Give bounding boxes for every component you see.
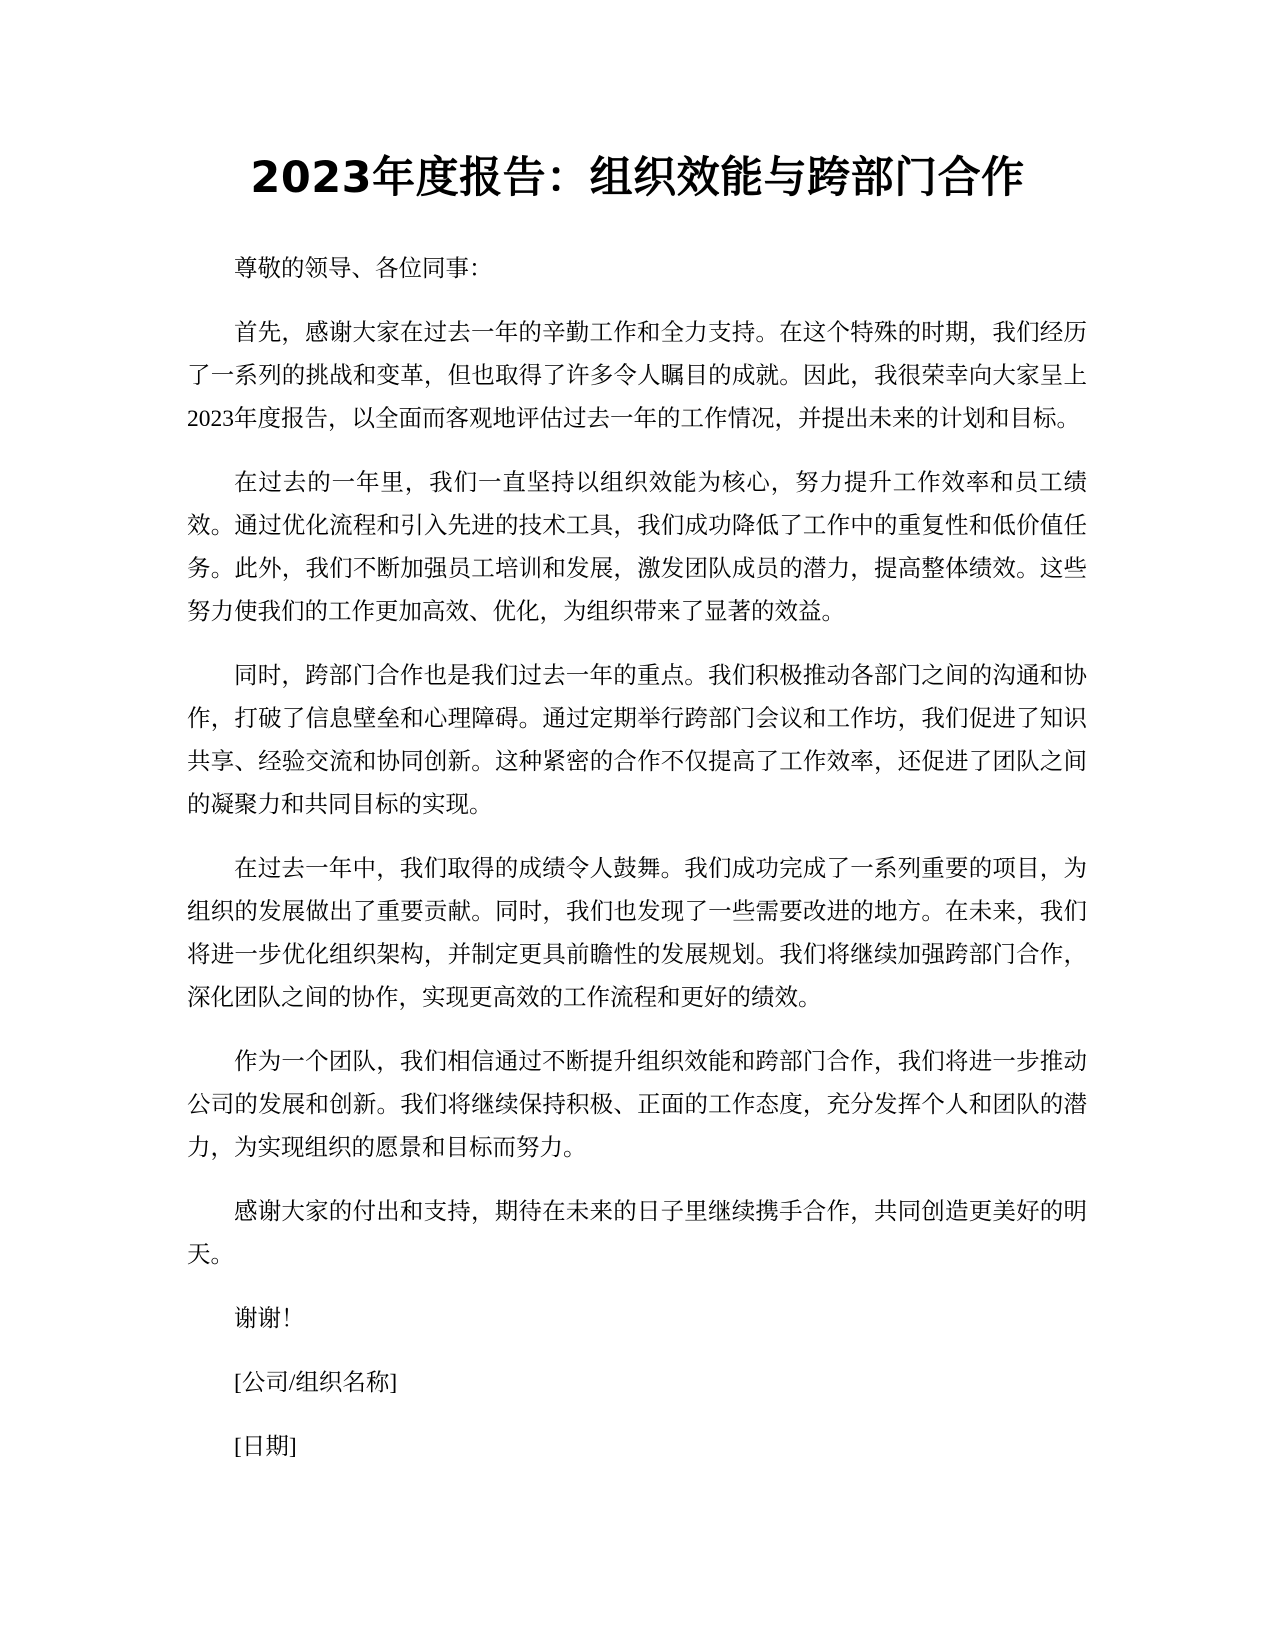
paragraph-collaboration: 同时，跨部门合作也是我们过去一年的重点。我们积极推动各部门之间的沟通和协作，打破了信息壁垒和心理障碍。通过定期举行跨部门会议和工作坊，我们促进了知识共享、经验交流和协同创新。这种紧密的合作不仅提高了工作效率，还促进了团队之间的凝聚力和共同目标的实现。 [187, 663, 1087, 818]
closing-line: 谢谢！ [234, 1306, 305, 1332]
paragraph-intro: 首先，感谢大家在过去一年的辛勤工作和全力支持。在这个特殊的时期，我们经历了一系列的挑战和变革，但也取得了许多令人瞩目的成就。因此，我很荣幸向大家呈上2023年度报告，以全面而客观地评估过去一年的工作情况，并提出未来的计划和目标。 [187, 320, 1087, 432]
date-placeholder: [日期] [234, 1434, 297, 1460]
organization-placeholder: [公司/组织名称] [234, 1370, 398, 1396]
paragraph-thanks: 感谢大家的付出和支持，期待在未来的日子里继续携手合作，共同创造更美好的明天。 [187, 1199, 1087, 1268]
document-body [187, 248, 1087, 1490]
paragraph-team: 作为一个团队，我们相信通过不断提升组织效能和跨部门合作，我们将进一步推动公司的发展和创新。我们将继续保持积极、正面的工作态度，充分发挥个人和团队的潜力，为实现组织的愿景和目标而努力。 [187, 1049, 1087, 1161]
page-title: 2023年度报告：组织效能与跨部门合作 [250, 153, 1025, 203]
paragraph-efficiency: 在过去的一年里，我们一直坚持以组织效能为核心，努力提升工作效率和员工绩效。通过优化流程和引入先进的技术工具，我们成功降低了工作中的重复性和低价值任务。此外，我们不断加强员工培训和发展，激发团队成员的潜力，提高整体绩效。这些努力使我们的工作更加高效、优化，为组织带来了显著的效益。 [187, 470, 1087, 625]
paragraph-achievements: 在过去一年中，我们取得的成绩令人鼓舞。我们成功完成了一系列重要的项目，为组织的发展做出了重要贡献。同时，我们也发现了一些需要改进的地方。在未来，我们将进一步优化组织架构，并制定更具前瞻性的发展规划。我们将继续加强跨部门合作，深化团队之间的协作，实现更高效的工作流程和更好的绩效。 [187, 856, 1087, 1011]
salutation: 尊敬的领导、各位同事： [234, 256, 493, 282]
